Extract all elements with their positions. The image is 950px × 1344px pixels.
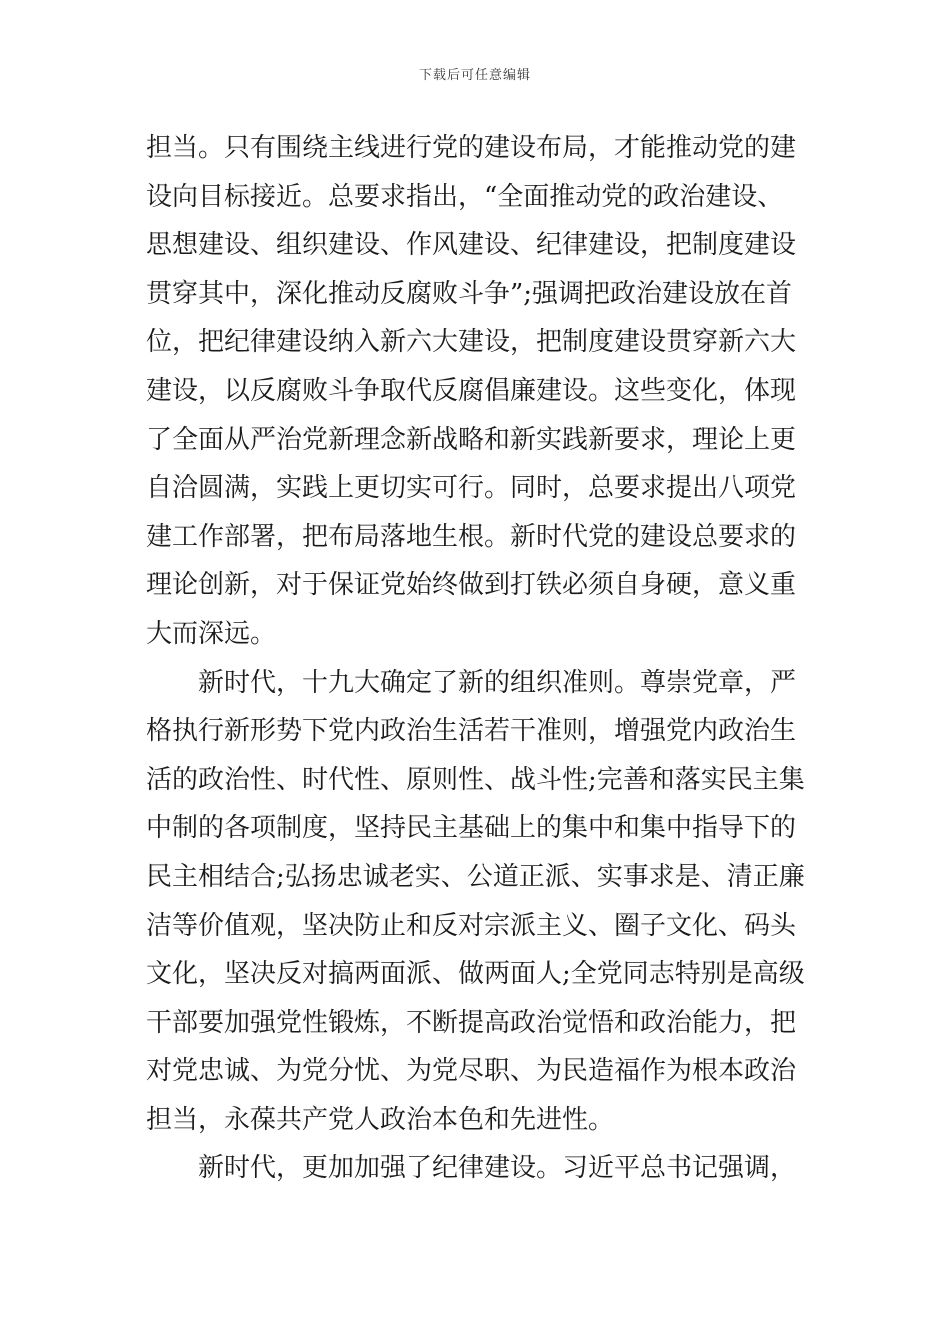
text-line: 自洽圆满，实践上更切实可行。同时，总要求提出八项党 [146,473,797,504]
text-line: 干部要加强党性锻炼，不断提高政治觉悟和政治能力，把 [146,1007,797,1038]
text-line: 大而深远。 [146,618,277,649]
page-header: 下载后可任意编辑 [418,68,531,83]
text-line: 建工作部署，把布局落地生根。新时代党的建设总要求的 [146,521,797,552]
text-line: 文化，坚决反对搞两面派、做两面人;全党同志特别是高级 [146,959,805,990]
text-line: 担当。只有围绕主线进行党的建设布局，才能推动党的建 [146,133,797,163]
text-line: 新时代，十九大确定了新的组织准则。尊崇党章，严 [198,667,797,698]
text-line: 了全面从严治党新理念新战略和新实践新要求，理论上更 [146,424,797,455]
text-line: 思想建设、组织建设、作风建设、纪律建设，把制度建设 [146,230,797,261]
paragraph-2 [146,659,806,1145]
text-line: 对党忠诚、为党分忧、为党尽职、为民造福作为根本政治 [146,1056,797,1087]
text-line: 位，把纪律建设纳入新六大建设，把制度建设贯穿新六大 [146,327,797,358]
text-line: 贯穿其中，深化推动反腐败斗争”;强调把政治建设放在首 [146,278,793,309]
document-body [146,124,806,1193]
text-line: 建设，以反腐败斗争取代反腐倡廉建设。这些变化，体现 [146,375,797,406]
text-line: 设向目标接近。总要求指出，“全面推动党的政治建设、 [146,181,784,212]
text-line: 理论创新，对于保证党始终做到打铁必须自身硬，意义重 [146,570,797,601]
text-line: 格执行新形势下党内政治生活若干准则，增强党内政治生 [146,716,797,747]
paragraph-3 [146,1144,806,1193]
text-line: 民主相结合;弘扬忠诚老实、公道正派、实事求是、清正廉 [146,861,805,892]
text-line: 担当，永葆共产党人政治本色和先进性。 [146,1104,615,1135]
text-line: 中制的各项制度，坚持民主基础上的集中和集中指导下的 [146,813,797,844]
paragraph-1 [146,124,806,659]
text-line: 新时代，更加加强了纪律建设。习近平总书记强调， [198,1153,797,1184]
text-line: 洁等价值观，坚决防止和反对宗派主义、圈子文化、码头 [146,910,797,941]
text-line: 活的政治性、时代性、原则性、战斗性;完善和落实民主集 [146,764,805,795]
